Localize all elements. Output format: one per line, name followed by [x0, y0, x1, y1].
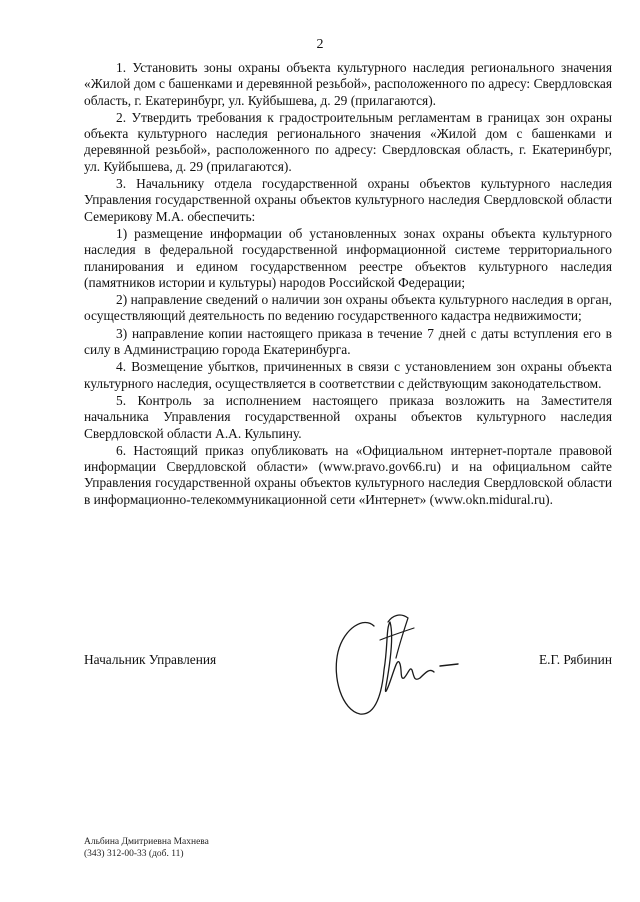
paragraph-3-item-3: 3) направление копии настоящего приказа в течение 7 дней с даты вступления его в силу в Администрацию города Екатеринбурга. [84, 325, 612, 358]
paragraph-3-item-1: 1) размещение информации об установленных зонах охраны объекта культурного наследия в федеральной государственной информационной системе территориального планирования и едином государственном реестре объектов культурного наследия (памятников истории и культуры) народов Российской Федерации; [84, 225, 612, 290]
paragraph-1: 1. Установить зоны охраны объекта культурного наследия регионального значения «Жилой дом с башенками и деревянной резьбой», расположенного по адресу: Свердловская область, г. Екатеринбург, ул. Куйбышева, д. 29 (прилагаются). [84, 60, 612, 108]
signatory-position: Начальник Управления [84, 652, 217, 667]
paragraph-6: 6. Настоящий приказ опубликовать на «Официальном интернет-портале правовой информации Свердловской области» (www.pravo.gov66.ru) и на официальном сайте Управления государственной охраны объектов культурного наследия Свердловской области в информационно-телекоммуникационной сети «Интернет» (www.okn.midural.ru). [84, 442, 612, 507]
paragraph-5: 5. Контроль за исполнением настоящего приказа возложить на Заместителя начальника Управления государственной охраны объектов культурного наследия Свердловской области А.А. Кульпину. [84, 392, 612, 441]
paragraph-3: 3. Начальнику отдела государственной охраны объектов культурного наследия Управления государственной охраны объектов культурного наследия Свердловской области Семерикову М.А. обеспечить: [84, 176, 612, 224]
paragraph-4: 4. Возмещение убытков, причиненных в связи с установлением зон охраны объекта культурного наследия, осуществляется в соответствии с действующим законодательством. [84, 359, 612, 391]
paragraph-2: 2. Утвердить требования к градостроительным регламентам в границах зон охраны объекта культурного наследия регионального значения «Жилой дом с башенками и деревянной резьбой», расположенного по адресу: Свердловская область, г. Екатеринбург, ул. Куйбышева, д. 29 (прилагаются). [84, 109, 612, 174]
document-body [84, 60, 612, 508]
page-number: 2 [316, 37, 324, 52]
signatory-name: Е.Г. Рябинин [538, 652, 612, 667]
handwritten-signature [330, 606, 470, 724]
executor-block [84, 836, 209, 860]
paragraph-3-item-2: 2) направление сведений о наличии зон охраны объекта культурного наследия в орган, осуществляющий деятельность по ведению государственного кадастра недвижимости; [84, 292, 612, 324]
executor-phone: (343) 312-00-33 (доб. 11) [84, 849, 184, 859]
executor-name: Альбина Дмитриевна Махнева [84, 837, 209, 847]
